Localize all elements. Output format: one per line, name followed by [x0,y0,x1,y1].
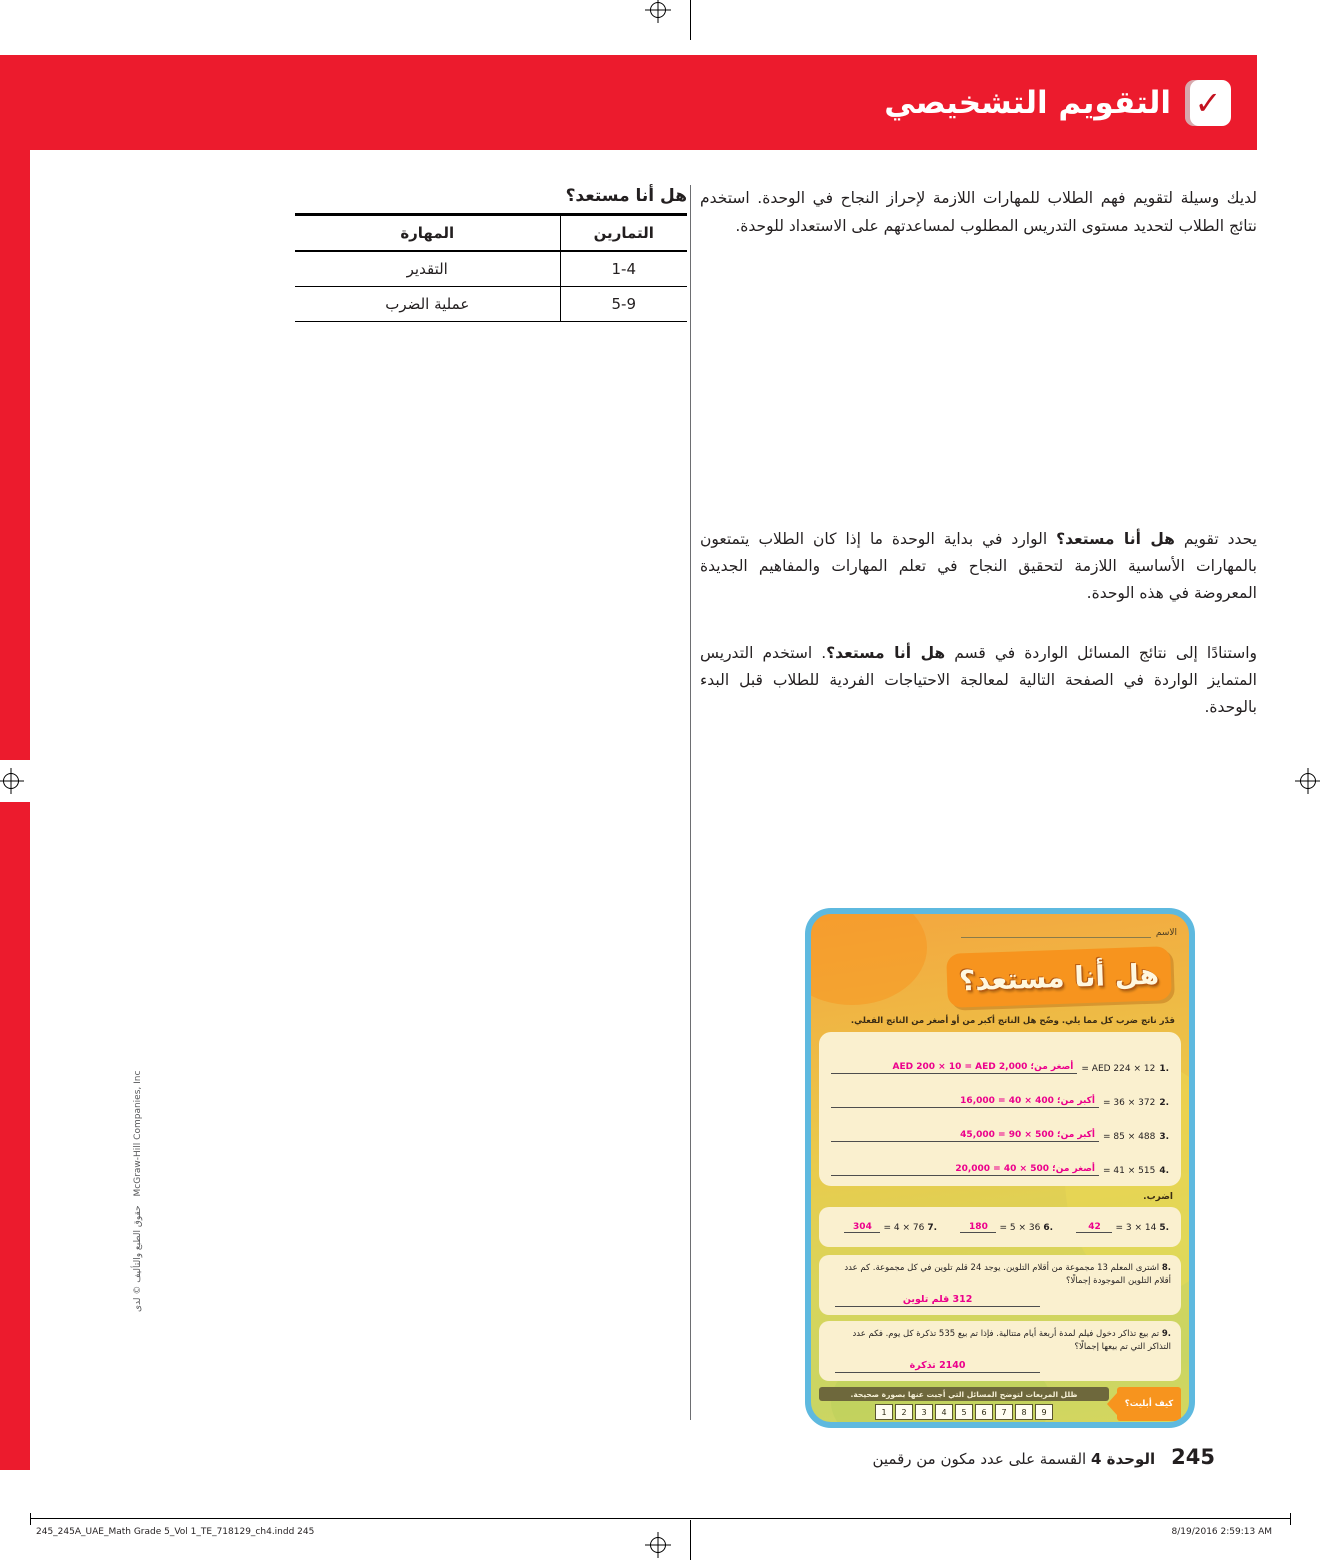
student-answer: 42 [1076,1222,1112,1233]
estimation-item [831,1075,1169,1109]
page-number: 245 [1171,1445,1215,1469]
score-boxes [819,1404,1109,1421]
readiness-block [295,186,687,322]
item-expression: 488 × 85 = [1103,1132,1156,1142]
score-box: 7 [995,1404,1013,1420]
bold-phrase: هل أنا مستعد؟ [1056,530,1175,548]
header-content [884,55,1231,150]
crop-tick-top [690,0,691,40]
problem-text [829,1328,1171,1354]
item-number: 6. [1043,1222,1053,1233]
exercises-cell: 5-9 [560,287,687,322]
checkmark-icon [1185,80,1231,126]
score-box: 6 [975,1404,993,1420]
problem-body: تم بيع تذاكر دخول فيلم لمدة أربعة أيام متتالية. فإذا تم بيع 535 تذكرة كل يوم. فكم عدد التذاكر التي تم بيعها إجمالًا؟ [852,1329,1171,1352]
score-box: 9 [1035,1404,1053,1420]
item-number: 4. [1159,1166,1169,1176]
name-field [961,928,1177,938]
header-band [30,55,1257,150]
score-box: 2 [895,1404,913,1420]
item-number: 8. [1161,1263,1171,1273]
registration-mark-bottom [645,1532,671,1558]
problem-text [829,1262,1171,1288]
item-expression: AED 224 × 12 = [1081,1064,1156,1074]
word-problem-8 [819,1255,1181,1315]
score-box: 5 [955,1404,973,1420]
skill-cell: عملية الضرب [295,287,560,322]
student-worksheet [805,908,1195,1428]
print-filename: 245_245A_UAE_Math Grade 5_Vol 1_TE_718129_ch4.indd 245 [36,1527,315,1537]
exercises-cell: 1-4 [560,251,687,287]
how-did-i-do-label: كيف أبليت؟ [1124,1399,1174,1409]
rule-tick [1290,1513,1291,1525]
body-paragraph-2 [700,640,1257,721]
multiply-item [947,1222,1053,1233]
answer-line [831,1096,1099,1108]
multiply-section-label: اضرب. [1143,1192,1173,1202]
copyright-english: McGraw-Hill Companies, Inc [133,1070,143,1197]
unit-title: القسمة على عدد مكون من رقمين [872,1450,1087,1468]
chapter-footer [872,1450,1155,1468]
student-answer: أكبر من؛ 500 × 90 = 45,000 [960,1130,1095,1140]
registration-mark-right [1295,768,1320,794]
answer-line [831,1130,1099,1142]
item-number: 1. [1159,1064,1169,1074]
student-answer: أصغر من؛ 500 × 40 = 20,000 [955,1164,1095,1174]
estimation-panel [819,1032,1181,1186]
item-number: 9. [1161,1329,1171,1339]
item-expression: 515 × 41 = [1103,1166,1156,1176]
score-box: 3 [915,1404,933,1420]
student-answer: 304 [844,1222,880,1233]
page-footer [872,1445,1215,1469]
skill-cell: التقدير [295,251,560,287]
estimation-item [831,1109,1169,1143]
item-number: 2. [1159,1098,1169,1108]
column-divider [690,185,691,1420]
worksheet-title: هل أنا مستعد؟ [958,957,1160,997]
registration-mark-top [645,0,671,23]
student-answer: أصغر من؛ AED 200 × 10 = AED 2,000 [892,1062,1074,1072]
paragraph-text: . استخدم التدريس المتمايز الواردة في الصفحة التالية لمعالجة الاحتياجات الفردية للطلاب قبل البدء بالوحدة. [700,644,1257,717]
paragraph-text: الوارد في بداية الوحدة ما إذا كان الطلاب يتمتعون بالمهارات الأساسية اللازمة لتحقيق النجاح في تعلم المهارات والمفاهيم الجديدة المعروضة في هذه الوحدة. [700,530,1257,603]
multiply-panel [819,1207,1181,1247]
item-number: 3. [1159,1132,1169,1142]
worksheet-title-badge [946,946,1172,1008]
col-header-exercises: التمارين [560,215,687,252]
item-number: 7. [927,1222,937,1233]
how-did-i-do-arrow [1117,1387,1181,1421]
student-answer: 180 [960,1222,996,1233]
multiply-item [831,1222,937,1233]
item-expression: 76 × 4 = [883,1222,925,1233]
score-box: 8 [1015,1404,1033,1420]
print-rule [30,1518,1290,1519]
col-header-skill: المهارة [295,215,560,252]
print-timestamp: 8/19/2016 2:59:13 AM [1171,1527,1272,1537]
score-main [819,1387,1109,1421]
registration-mark-left [0,768,24,794]
page-title: التقويم التشخيصي [884,84,1171,121]
unit-label: الوحدة 4 [1090,1450,1156,1468]
worksheet-instruction: قدّر ناتج ضرب كل مما يلي. وضّح هل الناتج أكبر من أو أصغر من الناتج الفعلي. [850,1016,1175,1026]
item-expression: 372 × 36 = [1103,1098,1156,1108]
multiply-item [1063,1222,1169,1233]
bold-phrase: هل أنا مستعد؟ [826,644,946,662]
table-row [295,287,687,322]
copyright-arabic: حقوق الطبع والتأليف © لدى [133,1205,143,1312]
name-line [961,928,1151,938]
item-expression: 36 × 5 = [999,1222,1041,1233]
decorative-blob [805,908,927,1005]
estimation-item [831,1041,1169,1075]
answer-line [835,1360,1040,1373]
crop-tick-bottom [690,1520,691,1560]
table-row [295,251,687,287]
paragraph-text: يحدد تقويم [1174,530,1257,548]
score-box: 4 [935,1404,953,1420]
name-label: الاسم [1155,928,1177,938]
ready-table [295,213,687,322]
copyright-sidebar [133,1071,143,1318]
item-expression: 14 × 3 = [1115,1222,1157,1233]
shade-instruction: ظلل المربعات لتوضح المسائل التي أجبت عنها بصورة صحيحة. [819,1387,1109,1401]
estimation-item [831,1143,1169,1177]
item-number: 5. [1159,1222,1169,1233]
paragraph-text: واستنادًا إلى نتائج المسائل الواردة في قسم [945,644,1257,662]
word-problem-9 [819,1321,1181,1381]
student-answer: أكبر من؛ 400 × 40 = 16,000 [960,1096,1095,1106]
student-answer: 312 قلم تلوين [902,1293,973,1305]
student-answer: 2140 تذكرة [909,1359,966,1371]
answer-line [835,1294,1040,1307]
ready-table-title: هل أنا مستعد؟ [565,186,687,206]
rule-tick [30,1513,31,1525]
table-header-row [295,215,687,252]
answer-line [831,1164,1099,1176]
score-box: 1 [875,1404,893,1420]
body-paragraph-1 [700,526,1257,607]
answer-line [831,1062,1077,1074]
problem-body: اشترى المعلم 13 مجموعة من أقلام التلوين. يوجد 24 قلم تلوين في كل مجموعة. كم عدد أقلام التلوين الموجودة إجمالًا؟ [844,1263,1171,1286]
check-glyph: ✓ [1194,83,1222,122]
score-section [819,1387,1181,1421]
intro-paragraph: لديك وسيلة لتقويم فهم الطلاب للمهارات اللازمة لإحراز النجاح في الوحدة. استخدم نتائج الطلاب لتحديد مستوى التدريس المطلوب لمساعدتهم على الاستعداد للوحدة. [700,189,1257,235]
